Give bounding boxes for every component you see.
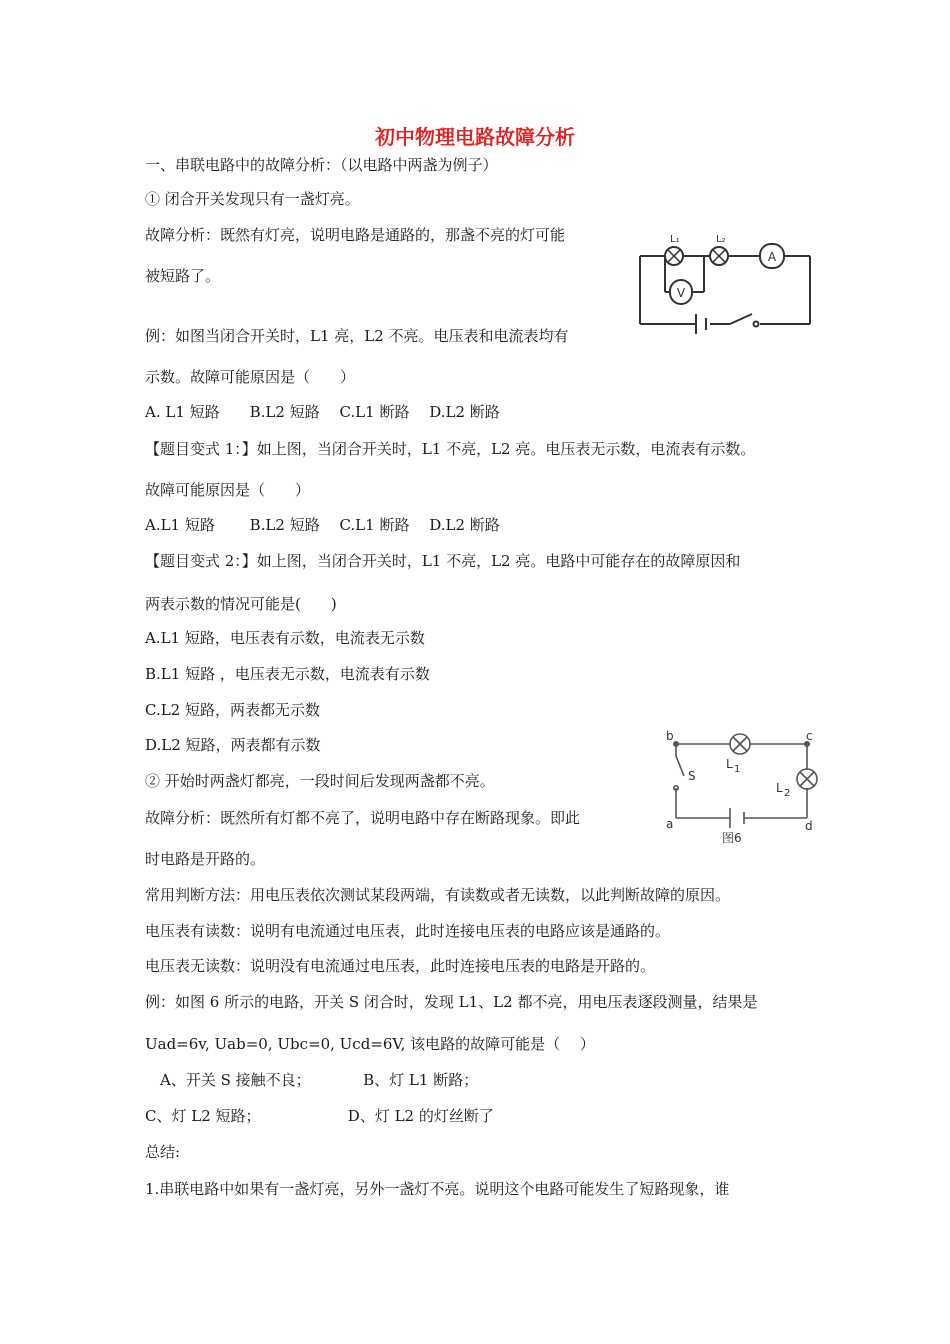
voltmeter-reading-yes: 电压表有读数：说明有电流通过电压表，此时连接电压表的电路应该是通路的。 (145, 922, 671, 940)
example-2-options-cd: C、灯 L2 短路； D、灯 L2 的灯丝断了 (145, 1107, 494, 1125)
method-description: 常用判断方法：用电压表依次测试某段两端，有读数或者无读数，以此判断故障的原因。 (145, 886, 731, 904)
lamp-l2-subscript: 2 (784, 788, 791, 799)
example-1-question: 例：如图当闭合开关时，L1 亮，L2 不亮。电压表和电流表均有 (145, 327, 569, 345)
point-a-label: a (666, 817, 674, 831)
point-d-label: d (805, 819, 813, 833)
summary-point-1: 1.串联电路中如果有一盏灯亮，另外一盏灯不亮。说明这个电路可能发生了短路现象，谁 (145, 1180, 730, 1198)
page-title: 初中物理电路故障分析 (375, 125, 575, 149)
lamp-l2-label: L (776, 781, 783, 795)
voltmeter-reading-no: 电压表无读数：说明没有电流通过电压表，此时连接电压表的电路是开路的。 (145, 957, 656, 975)
variant-2-option-c: C.L2 短路，两表都无示数 (145, 701, 320, 719)
l2-mark: L₂ (716, 234, 726, 245)
variant-1-question: 【题目变式 1：】如上图，当闭合开关时，L1 不亮，L2 亮。电压表无示数，电流表有示数。 (145, 440, 756, 458)
lamp-l1-label: L (726, 757, 733, 771)
voltmeter-symbol: V (676, 286, 686, 300)
fault-analysis-1: 故障分析：既然有灯亮，说明电路是通路的，那盏不亮的灯可能 (145, 226, 566, 244)
summary-heading: 总结: (145, 1143, 181, 1161)
point-b-label: b (666, 730, 674, 743)
fault-analysis-2: 故障分析：既然所有灯都不亮了，说明电路中存在断路现象。即此 (145, 809, 581, 827)
variant-1-question-cont: 故障可能原因是（ ） (145, 481, 311, 499)
figure-1-circuit (634, 224, 824, 349)
series-circuit-diagram-icon (634, 224, 824, 349)
example-1-question-cont: 示数。故障可能原因是（ ） (145, 368, 356, 386)
point-c-label: c (806, 730, 813, 743)
figure-6-circuit (660, 730, 830, 845)
example-2-options-ab: A、开关 S 接触不良； B、灯 L1 断路； (145, 1071, 479, 1089)
lamp-l1-subscript: 1 (734, 764, 741, 775)
fault-analysis-2-cont: 时电路是开路的。 (145, 850, 266, 868)
variant-2-option-b: B.L1 短路 ，电压表无示数，电流表有示数 (145, 665, 430, 683)
variant-2-question-cont: 两表示数的情况可能是( ) (145, 595, 337, 613)
case-1-heading: ① 闭合开关发现只有一盏灯亮。 (145, 190, 360, 208)
circuit-diagram-figure-6-icon (660, 730, 830, 845)
variant-2-option-d: D.L2 短路，两表都有示数 (145, 736, 321, 754)
figure-6-caption: 图6 (722, 831, 742, 845)
switch-s-label: S (688, 769, 696, 783)
fault-analysis-1-cont: 被短路了。 (145, 267, 221, 285)
variant-2-option-a: A.L1 短路，电压表有示数，电流表无示数 (145, 629, 425, 647)
variant-1-options: A.L1 短路 B.L2 短路 C.L1 断路 D.L2 断路 (145, 516, 500, 534)
example-2-question: 例：如图 6 所示的电路，开关 S 闭合时，发现 L1、L2 都不亮，用电压表逐段测量，结果是 (145, 993, 758, 1011)
variant-2-question: 【题目变式 2：】如上图，当闭合开关时，L1 不亮，L2 亮。电路中可能存在的故障原因和 (145, 552, 741, 570)
l1-mark: L₁ (670, 234, 680, 245)
section-heading-series: 一、串联电路中的故障分析：（以电路中两盏为例子） (145, 156, 498, 174)
ammeter-symbol: A (767, 250, 777, 264)
example-2-measurements: Uad=6v, Uab=0, Ubc=0, Ucd=6V, 该电路的故障可能是（ ） (145, 1035, 595, 1053)
example-1-options: A. L1 短路 B.L2 短路 C.L1 断路 D.L2 断路 (145, 403, 500, 421)
case-2-heading: ② 开始时两盏灯都亮，一段时间后发现两盏都不亮。 (145, 772, 495, 790)
